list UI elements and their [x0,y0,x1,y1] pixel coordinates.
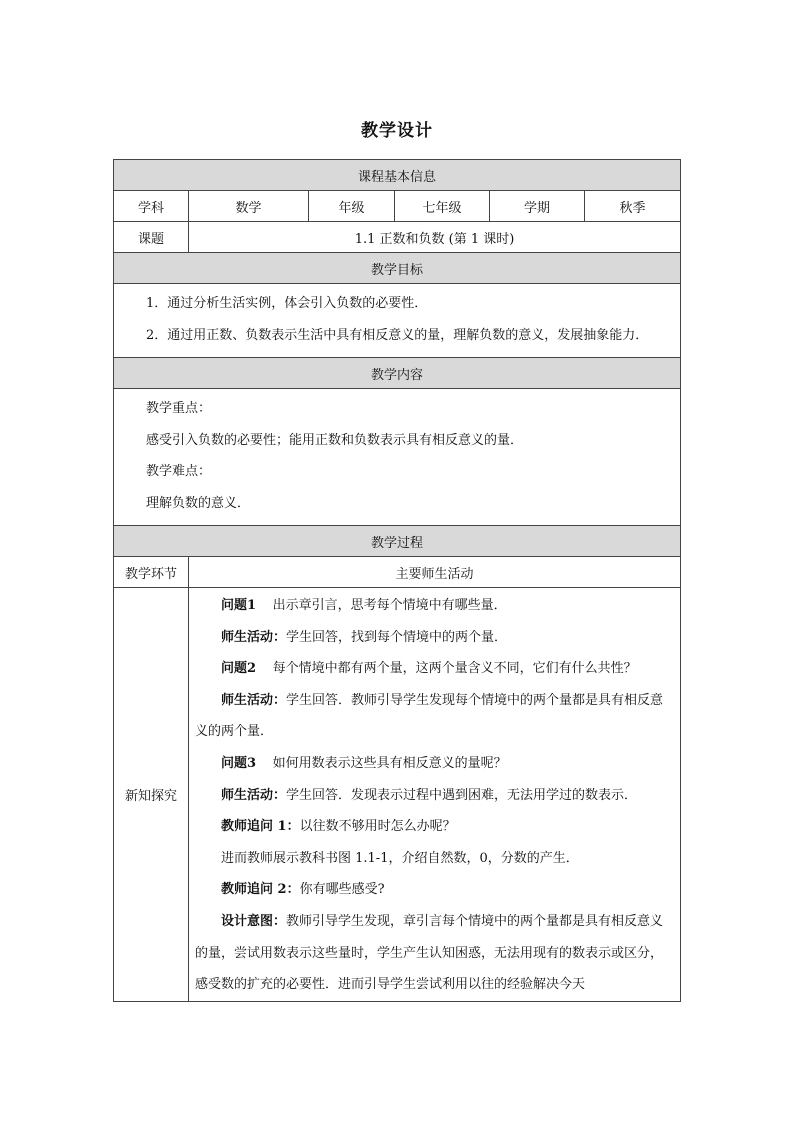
activity-text: 出示章引言，思考每个情境中有哪些量． [272,598,507,613]
activity-text: 学生回答，找到每个情境中的两个量． [286,629,508,645]
activity-label: 师生活动： [221,787,287,803]
content-header: 教学内容 [114,358,681,389]
activity-line [195,685,674,748]
subject-label: 学科 [114,191,189,222]
goal-item: 1．通过分析生活实例，体会引入负数的必要性． [146,296,428,311]
activity-line [195,906,674,1001]
key-point-label: 教学重点： [146,401,212,416]
activity-line [195,780,674,812]
activity-text: 你有哪些感受? [299,882,385,898]
activity-text: 学生回答．发现表示过程中遇到困难，无法用学过的数表示． [286,787,638,803]
activity-text: 学生回答．教师引导学生发现每个情境中的两个量都是具有相反意义的两个量． [195,692,664,740]
topic-label: 课题 [114,222,189,253]
goals-header: 教学目标 [114,253,681,284]
activity-line [195,590,674,622]
stage-column-header: 教学环节 [114,557,189,588]
activity-text: 教师引导学生发现，章引言每个情境中的两个量都是具有相反意义的量，尝试用数表示这些量时，学生产生认知困惑，无法用现有的数表示或区分，感受数的扩充的必要性．进而引导学生尝试利用以往的经验解决今天 [195,913,664,993]
basic-info-header: 课程基本信息 [114,160,681,191]
activity-line [195,653,674,685]
activity-text: 进而教师展示教科书图 1.1-1，介绍自然数，0，分数的产生． [221,850,579,866]
lesson-plan-table [113,159,681,1002]
key-point-text: 感受引入负数的必要性；能用正数和负数表示具有相反意义的量． [146,432,524,448]
content-cell [114,389,681,526]
activity-label: 问题2 [221,661,257,677]
activity-label: 教师追问 2： [221,882,300,898]
activity-label: 师生活动： [221,692,287,708]
activity-column-header: 主要师生活动 [189,557,681,588]
page-title: 教学设计 [361,121,433,141]
stage-name: 新知探究 [114,588,189,1002]
difficulty-text: 理解负数的意义． [146,495,251,511]
activity-text: 以往数不够用时怎么办呢？ [299,819,456,835]
term-label: 学期 [490,191,585,222]
activity-line [195,811,674,843]
subject-value: 数学 [189,191,309,222]
activity-cell [189,588,681,1002]
activity-label: 师生活动： [221,629,287,645]
activity-label: 问题1 [221,598,257,613]
activity-label: 问题3 [221,755,257,771]
grade-value: 七年级 [395,191,490,222]
activity-line [195,622,674,654]
activity-line [195,843,674,875]
activity-line [195,748,674,780]
goal-item: 2．通过用正数、负数表示生活中具有相反意义的量，理解负数的意义，发展抽象能力． [146,327,649,343]
activity-label: 教师追问 1： [221,819,300,835]
term-value: 秋季 [585,191,681,222]
grade-label: 年级 [309,191,395,222]
process-header: 教学过程 [114,526,681,557]
activity-label: 设计意图： [221,913,287,929]
activity-text: 如何用数表示这些具有相反意义的量呢？ [272,755,507,771]
activity-line [195,874,674,906]
activity-text: 每个情境中都有两个量，这两个量含义不同，它们有什么共性？ [272,661,637,677]
topic-value: 1.1 正数和负数 (第 1 课时) [189,222,681,253]
difficulty-label: 教学难点： [146,464,212,479]
goals-cell [114,284,681,358]
